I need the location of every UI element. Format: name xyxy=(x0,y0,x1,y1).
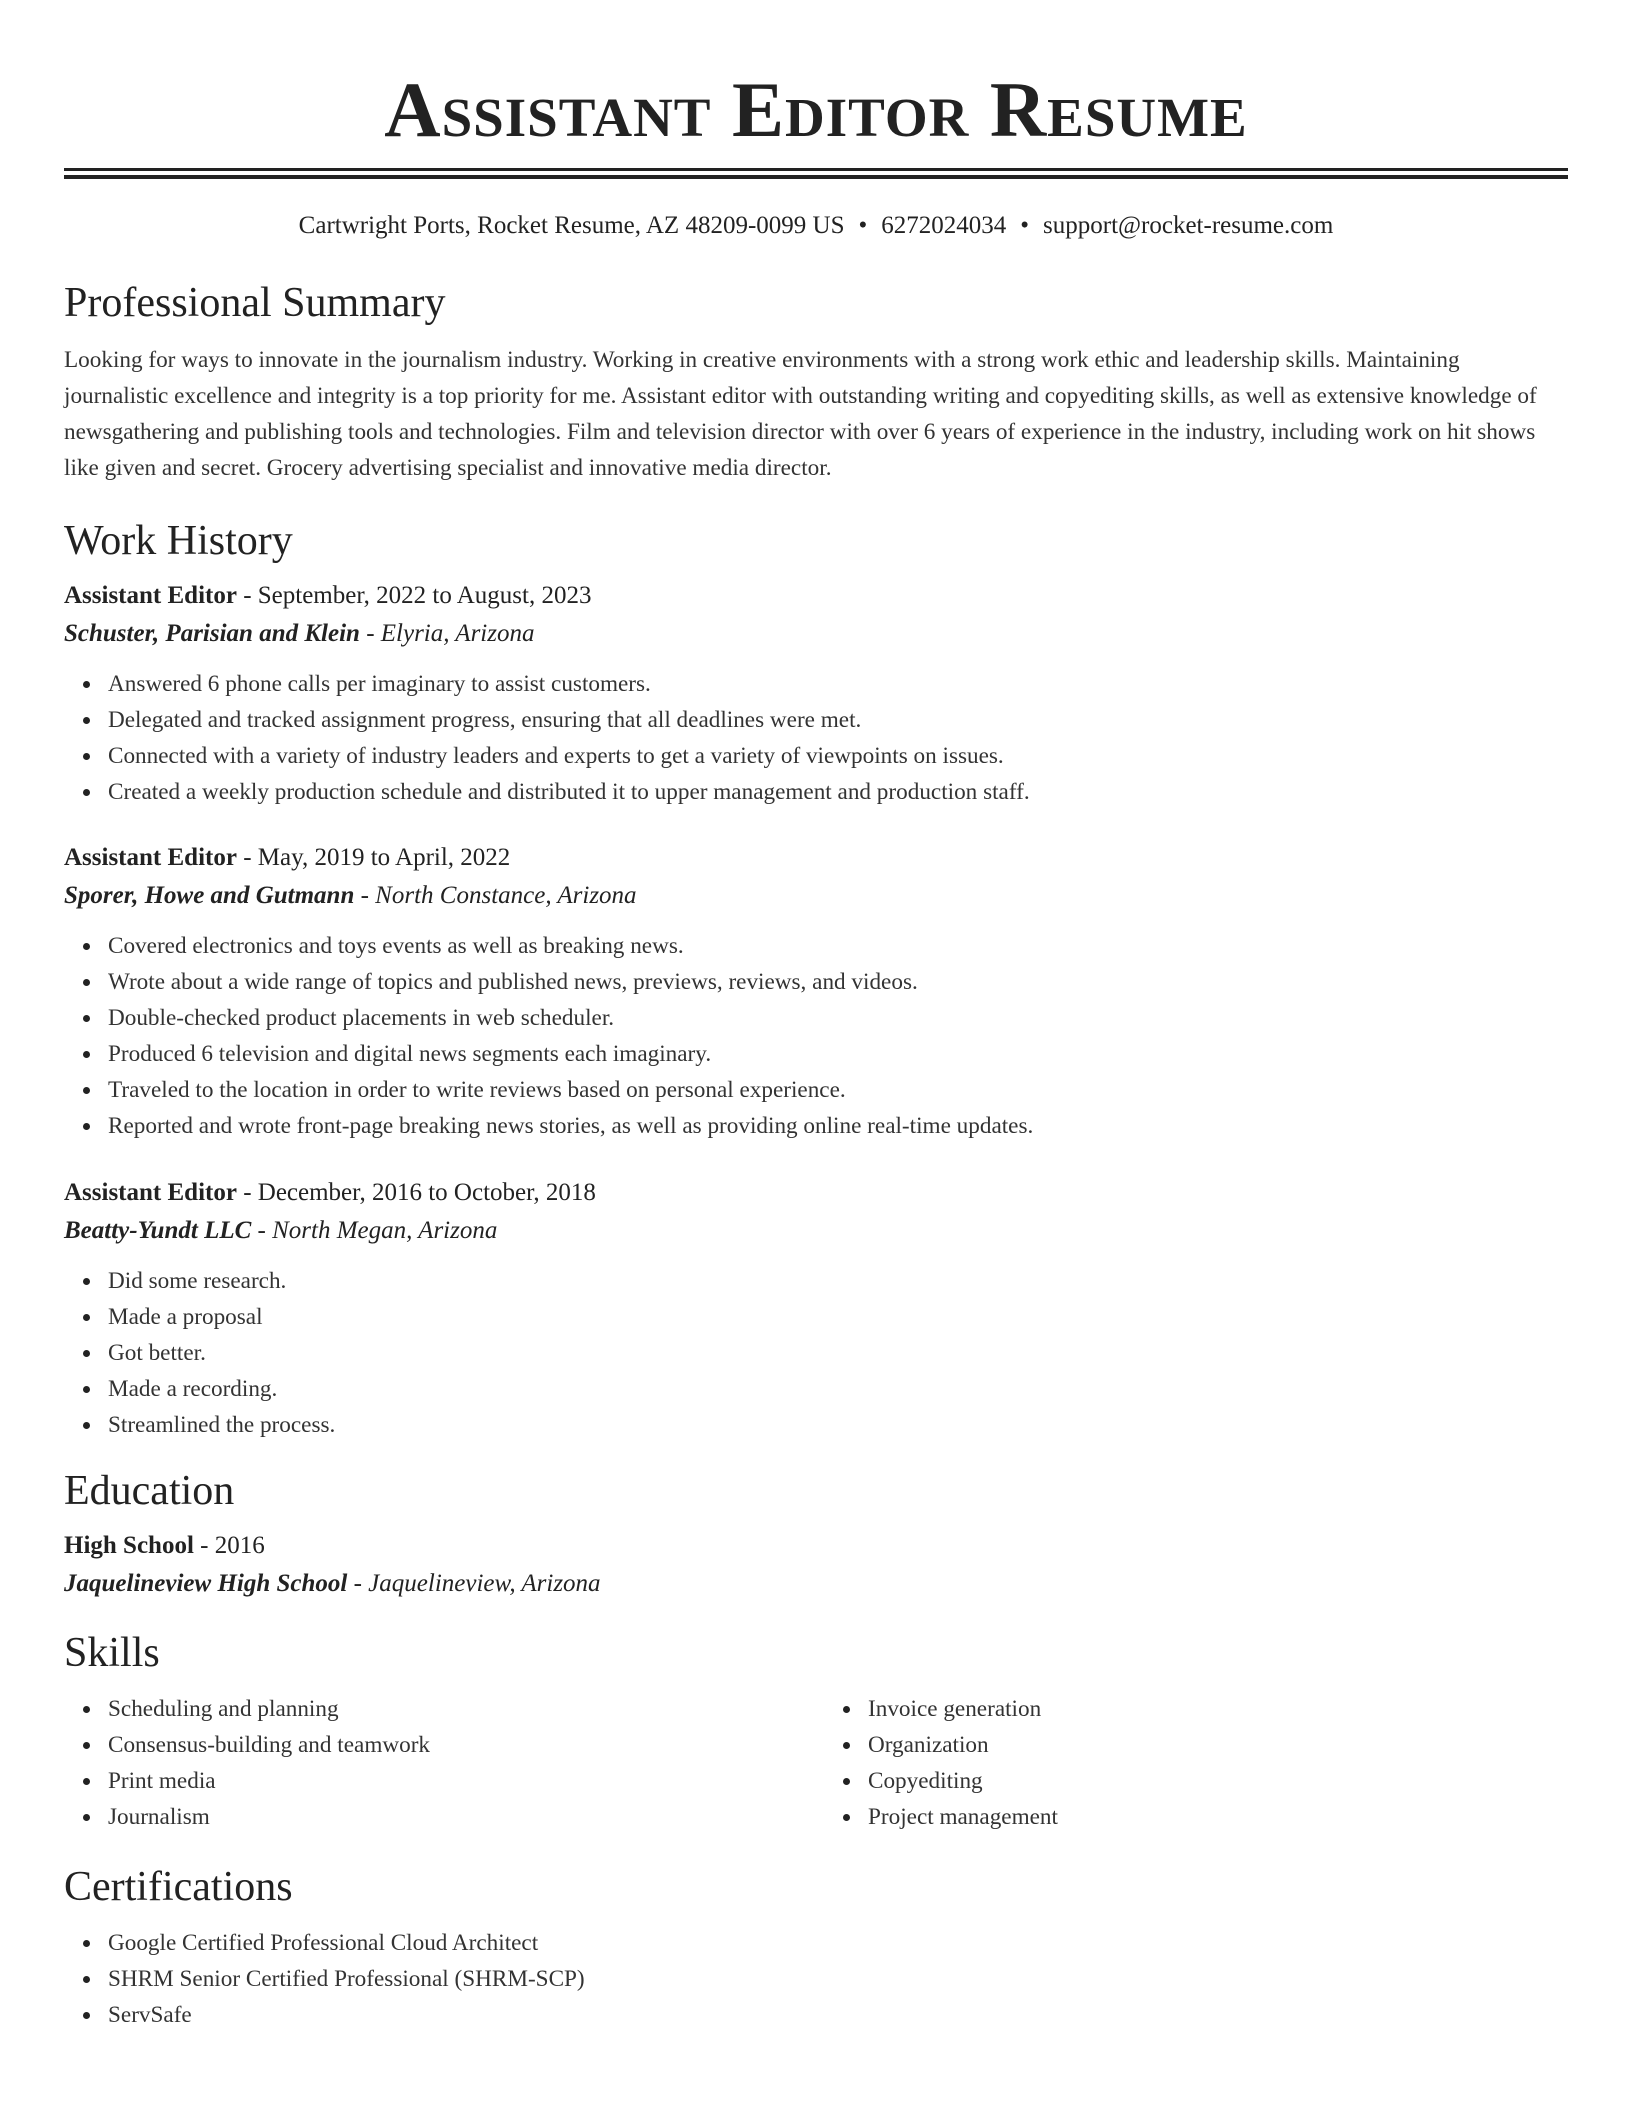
job-company-line xyxy=(64,877,1568,915)
contact-separator: • xyxy=(1020,212,1030,239)
skills-column-left xyxy=(64,1691,806,1835)
skills-column-right xyxy=(824,1691,1568,1835)
skill-item: Consensus-building and teamwork xyxy=(108,1727,806,1763)
skill-item: Print media xyxy=(108,1763,806,1799)
job-duty: Answered 6 phone calls per imaginary to assist customers. xyxy=(108,666,1568,702)
job-duty: Traveled to the location in order to write reviews based on personal experience. xyxy=(108,1072,1568,1108)
education-location: - Jaquelineview, Arizona xyxy=(353,1570,601,1597)
job-location: - North Megan, Arizona xyxy=(257,1217,498,1244)
job-company-line xyxy=(64,615,1568,653)
contact-line xyxy=(64,209,1568,243)
job-duty: Streamlined the process. xyxy=(108,1407,1568,1443)
certification-item: SHRM Senior Certified Professional (SHRM-SCP) xyxy=(108,1961,1568,1997)
education-degree: High School xyxy=(64,1532,194,1559)
job-dates: - September, 2022 to August, 2023 xyxy=(243,582,592,609)
job-duties xyxy=(64,1263,1568,1443)
certifications-heading: Certifications xyxy=(64,1864,293,1910)
job-duty: Wrote about a wide range of topics and published news, previews, reviews, and videos. xyxy=(108,964,1568,1000)
job-title-line xyxy=(64,577,1568,615)
job-dates: - May, 2019 to April, 2022 xyxy=(243,844,511,871)
skill-item: Invoice generation xyxy=(868,1691,1568,1727)
certifications-list xyxy=(64,1925,1568,2033)
job-entry xyxy=(64,1174,1568,1443)
job-duty: Connected with a variety of industry leaders and experts to get a variety of viewpoints on issues. xyxy=(108,738,1568,774)
job-duty: Made a recording. xyxy=(108,1371,1568,1407)
job-role: Assistant Editor xyxy=(64,844,237,871)
education-school: Jaquelineview High School xyxy=(64,1570,348,1597)
contact-phone: 6272024034 xyxy=(881,212,1007,239)
skill-item: Project management xyxy=(868,1799,1568,1835)
job-company-line xyxy=(64,1212,1568,1250)
job-duty: Produced 6 television and digital news segments each imaginary. xyxy=(108,1036,1568,1072)
work-history-heading: Work History xyxy=(64,518,293,564)
skill-item: Organization xyxy=(868,1727,1568,1763)
skill-item: Copyediting xyxy=(868,1763,1568,1799)
job-entry xyxy=(64,839,1568,1144)
job-company: Beatty-Yundt LLC xyxy=(64,1217,252,1244)
job-duties xyxy=(64,928,1568,1144)
title-divider xyxy=(64,168,1568,179)
job-location: - North Constance, Arizona xyxy=(360,882,637,909)
education-entry xyxy=(64,1527,1568,1603)
job-duties xyxy=(64,666,1568,810)
contact-address: Cartwright Ports, Rocket Resume, AZ 48209-0099 US xyxy=(298,212,845,239)
skills-heading: Skills xyxy=(64,1630,160,1676)
job-location: - Elyria, Arizona xyxy=(366,620,535,647)
job-role: Assistant Editor xyxy=(64,582,237,609)
education-heading: Education xyxy=(64,1468,235,1514)
certification-item: Google Certified Professional Cloud Architect xyxy=(108,1925,1568,1961)
job-entry xyxy=(64,577,1568,810)
job-role: Assistant Editor xyxy=(64,1179,237,1206)
job-duty: Covered electronics and toys events as well as breaking news. xyxy=(108,928,1568,964)
job-dates: - December, 2016 to October, 2018 xyxy=(243,1179,596,1206)
resume-title: Assistant Editor Resume xyxy=(384,66,1248,153)
job-duty: Reported and wrote front-page breaking news stories, as well as providing online real-time updates. xyxy=(108,1108,1568,1144)
job-duty: Made a proposal xyxy=(108,1299,1568,1335)
skill-item: Journalism xyxy=(108,1799,806,1835)
job-duty: Delegated and tracked assignment progress, ensuring that all deadlines were met. xyxy=(108,702,1568,738)
contact-separator: • xyxy=(858,212,868,239)
skill-item: Scheduling and planning xyxy=(108,1691,806,1727)
job-title-line xyxy=(64,839,1568,877)
education-year: - 2016 xyxy=(200,1532,265,1559)
job-duty: Did some research. xyxy=(108,1263,1568,1299)
job-company: Sporer, Howe and Gutmann xyxy=(64,882,355,909)
job-duty: Got better. xyxy=(108,1335,1568,1371)
summary-heading: Professional Summary xyxy=(64,280,446,326)
job-duty: Created a weekly production schedule and distributed it to upper management and production staff. xyxy=(108,774,1568,810)
resume-page xyxy=(64,0,1568,2033)
job-company: Schuster, Parisian and Klein xyxy=(64,620,360,647)
summary-text: Looking for ways to innovate in the journalism industry. Working in creative environments with a strong work ethic and leadership skills. Maintaining journalistic excellence and integrity is a top priority for me. Assistant editor with outstanding writing and copyediting skills, as well as extensive knowledge of newsgathering and publishing tools and technologies. Film and television director with over 6 years of experience in the industry, including work on hit shows like given and secret. Grocery advertising specialist and innovative media director. xyxy=(64,347,1537,481)
skills-list xyxy=(64,1691,1568,1835)
contact-email: support@rocket-resume.com xyxy=(1043,212,1334,239)
job-duty: Double-checked product placements in web scheduler. xyxy=(108,1000,1568,1036)
education-school-line xyxy=(64,1565,1568,1603)
certification-item: ServSafe xyxy=(108,1997,1568,2033)
job-title-line xyxy=(64,1174,1568,1212)
education-degree-line xyxy=(64,1527,1568,1565)
